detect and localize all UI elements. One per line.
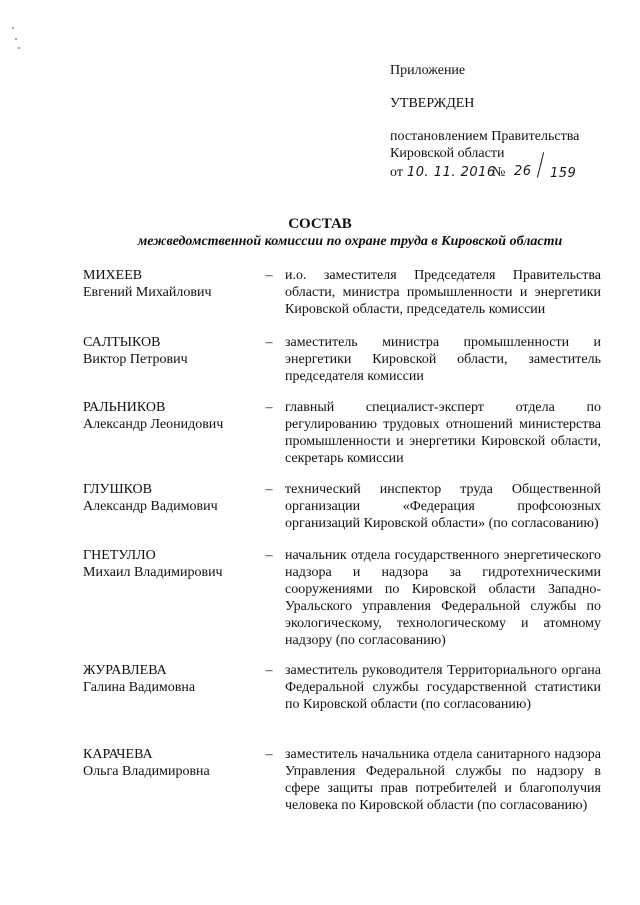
member-name	[83, 547, 263, 581]
number-label: №	[492, 165, 506, 180]
member-name	[83, 481, 263, 515]
date-number-line	[390, 162, 620, 182]
region-line: Кировской области	[390, 146, 505, 161]
member-dash: –	[265, 268, 273, 283]
member-surname: КАРАЧЕВА	[83, 747, 153, 762]
handwritten-number-a: 26	[514, 164, 532, 179]
member-dash: –	[265, 400, 273, 415]
member-name	[83, 662, 263, 696]
member-surname: ГНЕТУЛЛО	[83, 548, 156, 563]
member-dash: –	[265, 663, 273, 678]
member-given-name: Виктор Петрович	[83, 352, 188, 367]
handwritten-date: 10. 11. 2016	[407, 165, 496, 180]
member-role: заместитель министра промышленности и энергетики Кировской области, заместитель председателя комиссии	[285, 335, 601, 384]
document-title: СОСТАВ	[288, 216, 352, 232]
member-surname: МИХЕЕВ	[83, 268, 143, 283]
scan-speck	[15, 38, 17, 40]
member-role: главный специалист-эксперт отдела по регулированию трудовых отношений министерства промышленности и энергетики Кировской области, секретарь комиссии	[285, 400, 601, 466]
member-surname: САЛТЫКОВ	[83, 335, 161, 350]
member-surname: ГЛУШКОВ	[83, 482, 153, 497]
scan-speck	[12, 27, 14, 29]
member-role: и.о. заместителя Председателя Правительства области, министра промышленности и энергетики Кировской области, председатель комиссии	[285, 268, 601, 317]
member-name	[83, 267, 263, 301]
approval-block	[390, 62, 620, 182]
member-given-name: Галина Вадимовна	[83, 680, 196, 695]
member-role: заместитель начальника отдела санитарного надзора Управления Федеральной службы по надзору в сфере защиты прав потребителей и благополучия человека по Кировской области (по согласованию)	[285, 747, 601, 813]
member-surname: РАЛЬНИКОВ	[83, 400, 166, 415]
appendix-label: Приложение	[390, 63, 466, 78]
handwritten-number-b: 159	[550, 166, 577, 181]
from-label: от	[390, 165, 403, 180]
member-name	[83, 334, 263, 368]
member-given-name: Александр Вадимович	[83, 499, 218, 514]
member-surname: ЖУРАВЛЕВА	[83, 663, 167, 678]
member-role: технический инспектор труда Общественной организации «Федерация профсоюзных организаций Кировской области» (по согласованию)	[285, 482, 601, 531]
member-dash: –	[265, 548, 273, 563]
document-subtitle: межведомственной комиссии по охране труда в Кировской области	[137, 234, 563, 249]
member-name	[83, 399, 263, 433]
approved-label: УТВЕРЖДЕН	[390, 96, 475, 111]
member-given-name: Ольга Владимировна	[83, 764, 210, 779]
scan-speck	[18, 47, 20, 49]
member-given-name: Александр Леонидович	[83, 417, 224, 432]
approved-by-line: постановлением Правительства	[390, 129, 580, 144]
member-given-name: Михаил Владимирович	[83, 565, 223, 580]
member-name	[83, 746, 263, 780]
member-role: начальник отдела государственного энергетического надзора и надзора за гидротехническими сооружениями по Кировской области Западно-Уральского управления Федеральной службы по экологическому, технологическому и атомному надзору (по согласованию)	[285, 548, 601, 648]
member-role: заместитель руководителя Территориального органа Федеральной службы государственной статистики по Кировской области (по согласованию)	[285, 663, 601, 712]
member-dash: –	[265, 335, 273, 350]
member-dash: –	[265, 747, 273, 762]
member-dash: –	[265, 482, 273, 497]
member-given-name: Евгений Михайлович	[83, 285, 212, 300]
